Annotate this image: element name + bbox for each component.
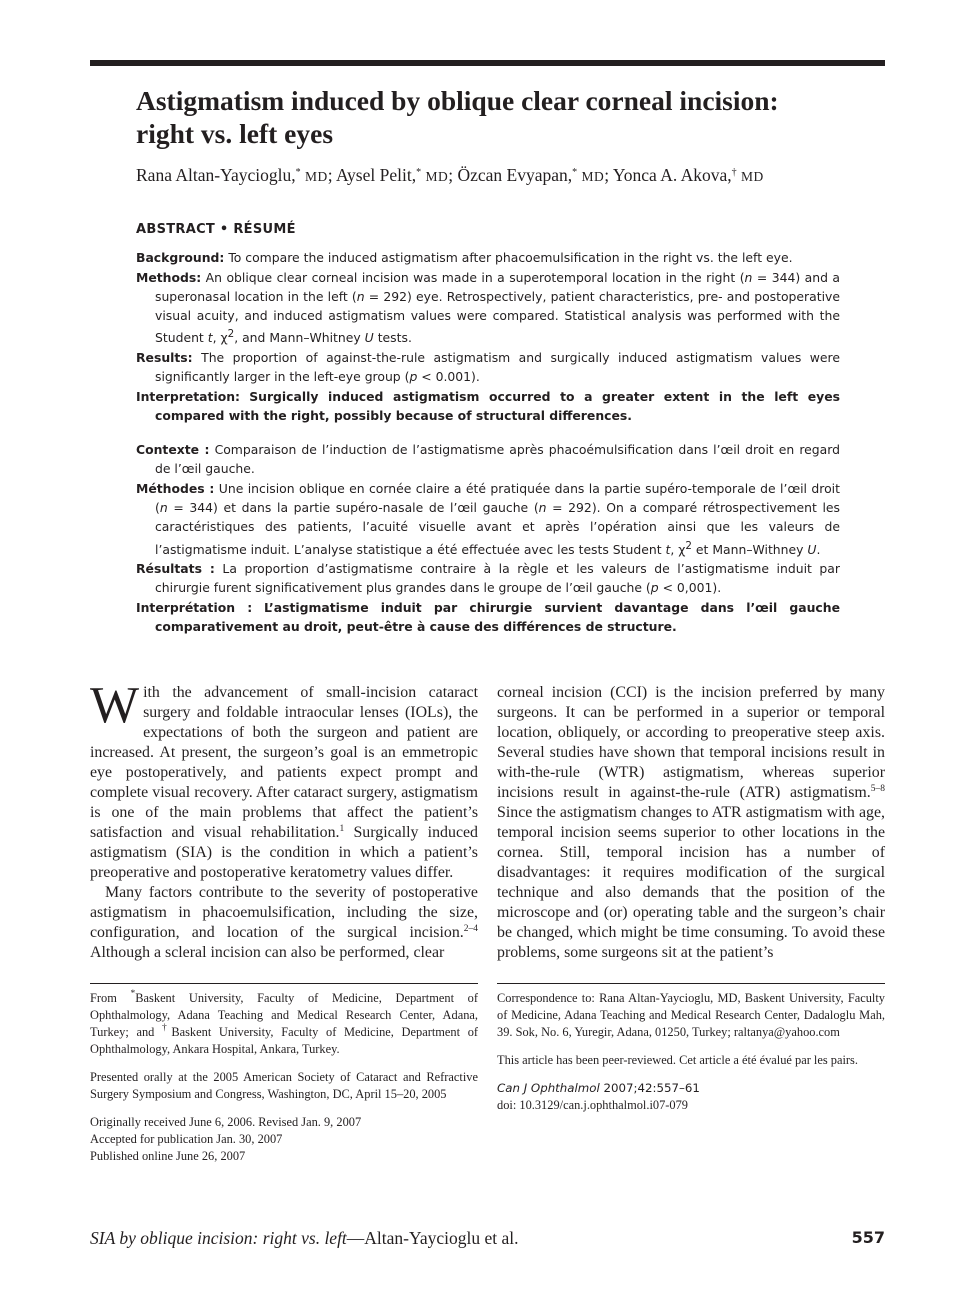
resume-methodes	[136, 479, 840, 559]
section-text: , χ	[670, 541, 686, 557]
affiliation-note	[90, 990, 478, 1058]
section-label: Interpretation:	[136, 388, 240, 404]
paragraph-text: ith the advancement of small-incision cataract surgery and foldable intraocular lenses (IOLs), the expectations of both the surgeon and patient are increased. At present, the surgeon’s goal is an emmetropic eye postoperatively, and patients expect prompt and complete visual recovery. After cataract surgery, astigmatism is one of the main problems that affect the patient’s satisfaction and visual rehabilitation.	[90, 684, 478, 841]
footnotes-right	[497, 990, 885, 1125]
affiliation-mark: *	[295, 167, 301, 178]
resume-resultats	[136, 559, 840, 598]
paragraph-text: Although a scleral incision can also be performed, clear	[90, 944, 445, 961]
section-text: Surgically induced astigmatism occurred to a greater extent in the left eyes compared with the right, possibly because of structural differences.	[155, 388, 840, 423]
math-symbol: n	[159, 499, 168, 515]
math-symbol: U	[807, 541, 817, 557]
section-label: Résultats :	[136, 561, 215, 576]
section-text: < 0.001).	[417, 369, 480, 385]
affiliation-mark: *	[416, 167, 422, 178]
affiliation-mark: *	[130, 989, 136, 999]
section-label: Interprétation :	[136, 599, 253, 615]
author-name: Özcan Evyapan,	[457, 165, 573, 185]
abstract	[136, 220, 840, 636]
section-text: Une incision oblique en cornée claire a été pratiquée dans la partie supéro-temporale de l’œil droit (	[155, 480, 840, 515]
citation-note	[497, 1080, 885, 1114]
section-text: , χ	[212, 330, 228, 346]
section-text: An oblique clear corneal incision was made in a superotemporal location in the right (	[205, 269, 745, 285]
section-label: Méthodes :	[136, 480, 215, 496]
paragraph-text: Many factors contribute to the severity of postoperative astigmatism in phacoemulsification, including the size, configuration, and location of the surgical incision.	[90, 884, 478, 941]
math-symbol: n	[744, 269, 753, 285]
presentation-note: Presented orally at the 2005 American Society of Cataract and Refractive Surgery Symposium and Congress, Washington, DC, April 15–20, 2005	[90, 1070, 478, 1101]
math-symbol: n	[356, 288, 365, 304]
author-name: Yonca A. Akova,	[612, 165, 732, 185]
abstract-french	[136, 440, 840, 636]
author-degree: MD	[741, 169, 764, 184]
author-name: Rana Altan-Yaycioglu,	[136, 165, 296, 185]
section-text: Comparaison de l’induction de l’astigmatisme après phacoémulsification dans l’œil droit en regard de l’œil gauche.	[155, 442, 840, 477]
section-text: .	[816, 541, 821, 557]
footnotes-left	[90, 990, 478, 1176]
note-text: From	[90, 991, 131, 1005]
paragraph-text: Since the astigmatism changes to ATR astigmatism with age, temporal incision seems superior to other locations in the cornea. Still, temporal incision has a number of disadvantages: it requires modification of the surgical technique and also demands that the position of the microscope and (or) operating table and the surgeon’s chair be changed, which might be time consuming. To avoid these problems, some surgeons sit at the patient’s	[497, 804, 885, 961]
drop-cap: W	[90, 677, 140, 734]
accepted-date: Accepted for publication Jan. 30, 2007	[90, 1132, 283, 1146]
abstract-interpretation	[136, 387, 840, 426]
affiliation-mark: †	[731, 167, 737, 178]
section-text: < 0,001).	[658, 580, 722, 596]
author-degree: MD	[304, 169, 328, 184]
section-text: et Mann–Withney	[691, 541, 808, 557]
author-degree: MD	[425, 169, 449, 184]
body-paragraph	[90, 677, 478, 883]
math-symbol: p	[409, 369, 418, 385]
author-degree: MD	[581, 169, 605, 184]
author-list: Rana Altan-Yaycioglu,* MD; Aysel Pelit,* MD; Özcan Evyapan,* MD; Yonca A. Akova,† MD	[136, 165, 764, 185]
running-footer	[90, 1228, 885, 1252]
dates-note	[90, 1114, 478, 1165]
section-text: = 292). On a comparé rétrospectivement les caractéristiques des patients, l’acuité visuelle avant et après l’opération ainsi que les valeurs de l’astigmatisme induit. L’analyse statistique a été effectuée avec les tests Student	[155, 499, 840, 557]
section-text: L’astigmatisme induit par chirurgie survient davantage dans l’œil gauche comparativement au droit, peut-être à cause des différences de structure.	[155, 599, 840, 634]
footnote-rule	[90, 983, 478, 984]
reference-mark: 2–4	[463, 924, 478, 934]
math-symbol: t	[665, 541, 671, 557]
section-text: To compare the induced astigmatism after phacoemulsification in the right vs. the left eye.	[228, 250, 793, 266]
received-date: Originally received June 6, 2006. Revised Jan. 9, 2007	[90, 1115, 362, 1129]
abstract-english	[136, 248, 840, 425]
correspondence-note: Correspondence to: Rana Altan-Yaycioglu, MD, Baskent University, Faculty of Medicine, Adana Teaching and Medical Research Center, Dadaloglu Mah, 39. Sok, No. 6, Yuregir, Adana, 01250, Turkey; raltanya@yahoo.com	[497, 991, 885, 1039]
resume-contexte	[136, 440, 840, 479]
doi[interactable]: doi: 10.3129/can.j.ophthalmol.i07-079	[497, 1098, 689, 1112]
section-text: The proportion of against-the-rule astigmatism and surgically induced astigmatism values were significantly larger in the left-eye group (	[155, 349, 840, 385]
footnote-rule	[497, 983, 885, 984]
section-label: Background:	[136, 250, 225, 266]
math-symbol: U	[364, 330, 374, 346]
abstract-heading: ABSTRACT • RÉSUMÉ	[136, 222, 296, 237]
math-symbol: t	[207, 330, 213, 346]
body-column-right	[497, 683, 885, 963]
section-text: La proportion d’astigmatisme contraire à la règle et les valeurs de l’astigmatisme induit par chirurgie furent significativement plus grandes dans le groupe de l’œil gauche (	[155, 561, 840, 596]
reference-mark: 5–8	[870, 784, 885, 794]
title-line-1: Astigmatism induced by oblique clear corneal incision:	[136, 85, 779, 116]
body-paragraph	[90, 883, 478, 963]
section-text: , and Mann–Whitney	[234, 330, 365, 346]
body-column-left	[90, 677, 478, 963]
math-symbol: p	[650, 580, 659, 596]
top-rule	[90, 60, 885, 66]
section-text: = 344) and a superonasal location in the left (	[155, 269, 840, 304]
running-authors: —Altan-Yaycioglu et al.	[346, 1228, 519, 1248]
superscript: 2	[227, 328, 235, 341]
superscript: 2	[685, 539, 692, 552]
reference-mark: 1	[339, 824, 345, 834]
abstract-methods	[136, 268, 840, 348]
section-text: tests.	[373, 330, 412, 346]
page-number: 557	[851, 1228, 885, 1247]
citation: 2007;42:557–61	[599, 1081, 700, 1095]
peer-review-note: This article has been peer-reviewed. Cet article a été évalué par les pairs.	[497, 1053, 858, 1067]
abstract-results	[136, 348, 840, 387]
section-label: Methods:	[136, 269, 202, 285]
affiliation-mark: *	[572, 167, 578, 178]
running-title: SIA by oblique incision: right vs. left	[90, 1228, 347, 1248]
math-symbol: n	[538, 499, 547, 515]
body-paragraph	[497, 683, 885, 963]
published-date: Published online June 26, 2007	[90, 1149, 246, 1163]
section-label: Contexte :	[136, 442, 210, 458]
article-title	[136, 84, 896, 150]
resume-interpretation	[136, 598, 840, 637]
section-label: Results:	[136, 349, 193, 365]
title-line-2: right vs. left eyes	[136, 118, 334, 149]
author-name: Aysel Pelit,	[336, 165, 417, 185]
abstract-background	[136, 248, 840, 267]
section-text: = 292) eye. Retrospectively, patient characteristics, pre- and postoperative visual acuity, and induced astigmatism values were compared. Statistical analysis was performed with the Student	[155, 288, 840, 346]
note-text: Baskent University, Faculty of Medicine, Department of Ophthalmology, Adana Teaching and Medical Research Center, Adana, Turkey; and	[90, 991, 479, 1039]
section-text: = 344) et dans la partie supéro-nasale de l’œil gauche (	[167, 499, 539, 515]
paragraph-text: Surgically induced astigmatism (SIA) is the condition in which a patient’s preoperative and postoperative keratometry values differ.	[90, 824, 478, 881]
paragraph-text: corneal incision (CCI) is the incision preferred by many surgeons. It can be performed in a superior or temporal location, obliquely, or according to preoperative steep axis. Several studies have shown that temporal incisions result in with-the-rule (WTR) astigmatism, whereas superior incisions result in against-the-rule (ATR) astigmatism.	[497, 684, 885, 801]
note-text: Baskent University, Faculty of Medicine, Department of Ophthalmology, Ankara Hospital, Ankara, Turkey.	[90, 1025, 479, 1056]
affiliation-mark: †	[162, 1023, 172, 1033]
journal-name: Can J Ophthalmol	[497, 1081, 600, 1095]
